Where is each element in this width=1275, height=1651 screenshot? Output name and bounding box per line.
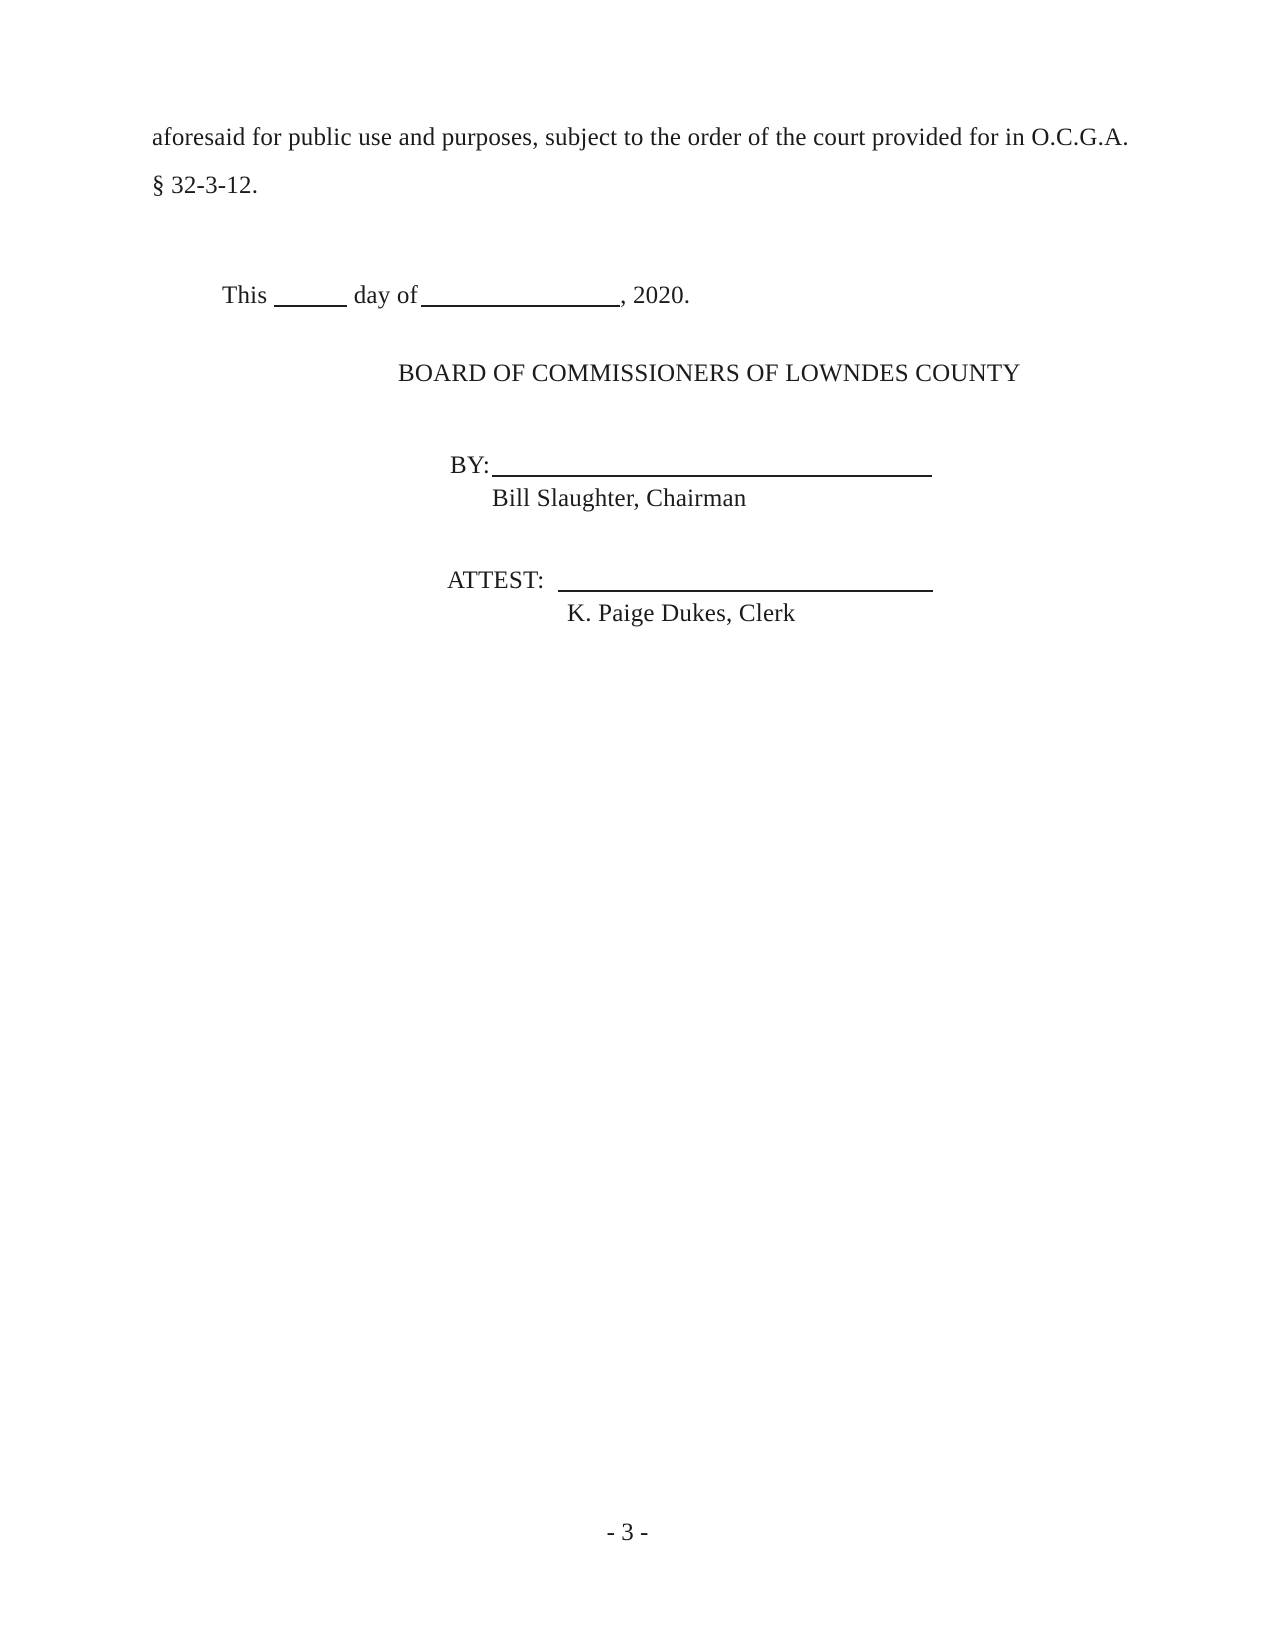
paragraph-line-1: aforesaid for public use and purposes, subject to the order of the court provided for in O.C.G.A. [152, 124, 1129, 151]
date-line-suffix: , 2020. [620, 282, 691, 309]
day-blank-line [274, 305, 347, 307]
attest-signature-line [447, 566, 933, 596]
attest-label: ATTEST: [447, 567, 545, 594]
by-signature-line [450, 451, 932, 481]
paragraph-line-2: § 32-3-12. [152, 172, 259, 199]
by-label: BY: [450, 452, 490, 479]
attest-signer-name: K. Paige Dukes, Clerk [567, 600, 796, 627]
by-signer-name: Bill Slaughter, Chairman [492, 485, 747, 512]
by-signature-blank-line [492, 475, 932, 477]
page-number: - 3 - [606, 1519, 649, 1546]
month-blank-line [421, 305, 620, 307]
attest-signature-blank-line [558, 590, 933, 592]
board-heading: BOARD OF COMMISSIONERS OF LOWNDES COUNTY [398, 360, 1021, 387]
date-line-prefix: This [222, 282, 268, 309]
date-line-middle: day of [353, 282, 419, 309]
closing-paragraph [152, 114, 1129, 210]
date-line [222, 281, 690, 311]
